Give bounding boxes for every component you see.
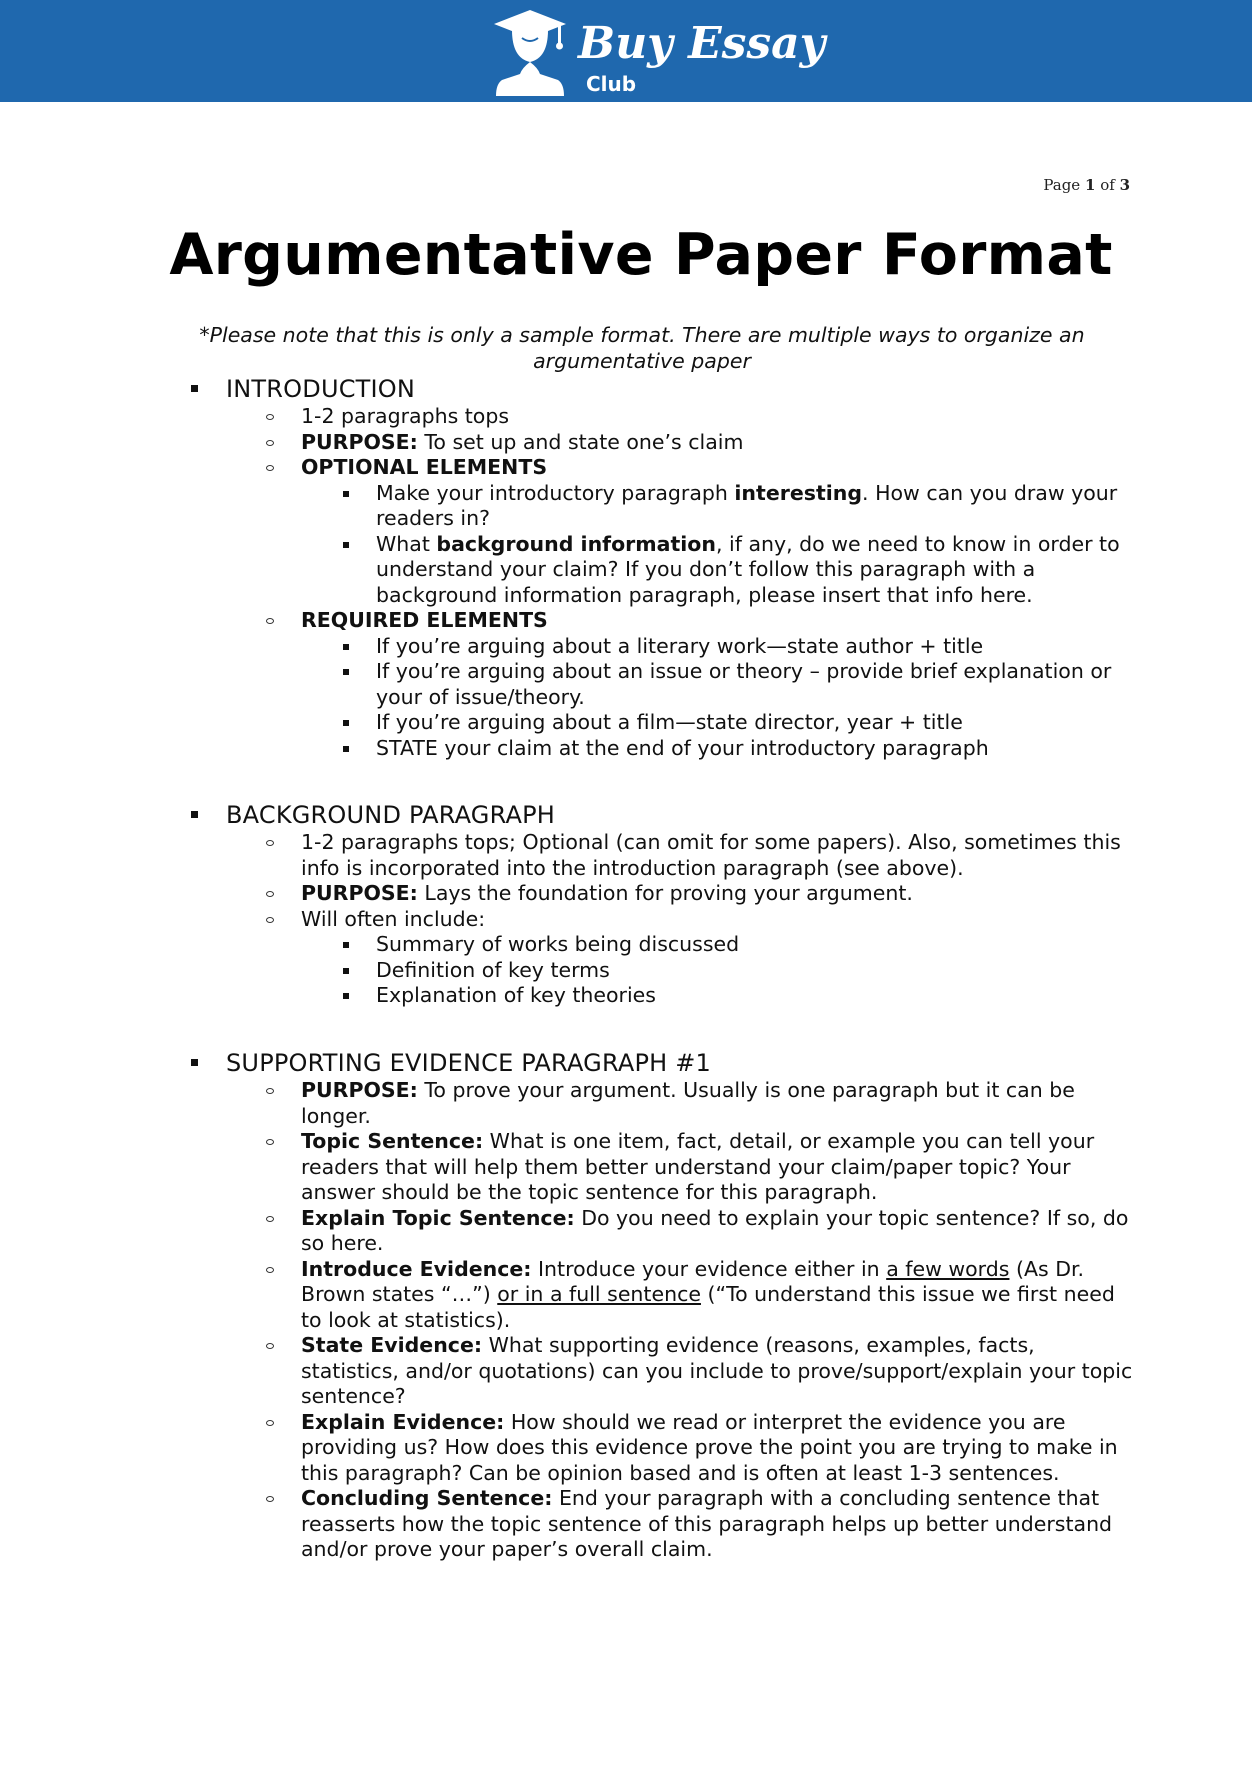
circle-bullet-icon — [266, 1216, 274, 1222]
sub-list-item: Summary of works being discussed — [376, 932, 1133, 958]
format-note: *Please note that this is only a sample format. There are multiple ways to organize an argumentative paper — [199, 323, 1085, 373]
graduate-icon — [492, 8, 568, 96]
sub-list-item: If you’re arguing about an issue or theory – provide brief explanation or your of issue/theory. — [376, 659, 1133, 710]
header-banner — [0, 0, 1252, 102]
square-bullet-icon — [343, 491, 349, 497]
circle-bullet-icon — [266, 891, 274, 897]
sub-list-item: Explanation of key theories — [376, 983, 1133, 1009]
square-bullet-icon — [343, 993, 349, 999]
circle-bullet-icon — [266, 414, 274, 420]
sub-list-item: What background information, if any, do we need to know in order to understand your claim? If you don’t follow this paragraph with a background information paragraph, please insert that info here. — [376, 532, 1133, 609]
brand-sub: Club — [586, 72, 637, 96]
section-items — [0, 404, 1252, 761]
circle-bullet-icon — [266, 1139, 274, 1145]
sub-list — [301, 481, 1133, 609]
list-item: 1-2 paragraphs tops — [0, 404, 1133, 430]
sub-list-item: If you’re arguing about a literary work—state author + title — [376, 634, 1133, 660]
square-bullet-icon — [343, 644, 349, 650]
circle-bullet-icon — [266, 1343, 274, 1349]
list-item: PURPOSE: To set up and state one’s claim — [0, 430, 1133, 456]
page-title: Argumentative Paper Format — [169, 222, 1113, 288]
square-bullet-icon — [343, 720, 349, 726]
section-bullet — [191, 811, 198, 818]
sub-list-item: Make your introductory paragraph interesting. How can you draw your readers in? — [376, 481, 1133, 532]
circle-bullet-icon — [266, 917, 274, 923]
sub-list — [301, 932, 1133, 1009]
list-item: State Evidence: What supporting evidence (reasons, examples, facts, statistics, and/or quotations) can you include to prove/support/explain your topic sentence? — [0, 1333, 1133, 1410]
list-item: Will often include: Summary of works being discussed Definition of key terms Explanation of key theories — [0, 907, 1133, 1009]
circle-bullet-icon — [266, 840, 274, 846]
square-bullet-icon — [343, 542, 349, 548]
square-bullet-icon — [343, 669, 349, 675]
list-item: Concluding Sentence: End your paragraph with a concluding sentence that reasserts how the topic sentence of this paragraph helps up better understand and/or prove your paper’s overall claim. — [0, 1486, 1133, 1563]
circle-bullet-icon — [266, 465, 274, 471]
list-item: Explain Topic Sentence: Do you need to explain your topic sentence? If so, do so here. — [0, 1206, 1133, 1257]
circle-bullet-icon — [266, 1496, 274, 1502]
brand-logo[interactable] — [492, 8, 826, 96]
list-item: Introduce Evidence: Introduce your evidence either in a few words (As Dr. Brown states “…”) or in a full sentence (“To understand this issue we first need to look at statistics). — [0, 1257, 1133, 1334]
list-item: 1-2 paragraphs tops; Optional (can omit for some papers). Also, sometimes this info is incorporated into the introduction paragraph (see above). — [0, 830, 1133, 881]
sub-list-item: Definition of key terms — [376, 958, 1133, 984]
sub-list-item: STATE your claim at the end of your introductory paragraph — [376, 736, 1133, 762]
circle-bullet-icon — [266, 618, 274, 624]
list-item: PURPOSE: To prove your argument. Usually is one paragraph but it can be longer. — [0, 1078, 1133, 1129]
section-items — [0, 830, 1252, 1009]
list-item: Explain Evidence: How should we read or interpret the evidence you are providing us? How does this evidence prove the point you are trying to make in this paragraph? Can be opinion based and is often at least 1-3 sentences. — [0, 1410, 1133, 1487]
section-heading: BACKGROUND PARAGRAPH — [226, 801, 556, 829]
list-item: OPTIONAL ELEMENTS Make your introductory paragraph interesting. How can you draw your readers in? What background information, if any, do we need to know in order to understand your claim? If you don’t follow this paragraph with a background information paragraph, please insert that info here. — [0, 455, 1133, 608]
list-item: REQUIRED ELEMENTS If you’re arguing about a literary work—state author + title If you’re arguing about an issue or theory – provide brief explanation or your of issue/theory. If you’re arguing about a film—state director, year + title STATE your claim at the end of your introductory paragraph — [0, 608, 1133, 761]
list-item: Topic Sentence: What is one item, fact, detail, or example you can tell your readers that will help them better understand your claim/paper topic? Your answer should be the topic sentence for this paragraph. — [0, 1129, 1133, 1206]
square-bullet-icon — [343, 746, 349, 752]
circle-bullet-icon — [266, 1088, 274, 1094]
page-number: Page 1 of 3 — [1043, 176, 1130, 194]
section-items — [0, 1078, 1252, 1563]
section-heading: SUPPORTING EVIDENCE PARAGRAPH #1 — [226, 1049, 711, 1077]
section-bullet — [191, 1059, 198, 1066]
square-bullet-icon — [343, 968, 349, 974]
circle-bullet-icon — [266, 1267, 274, 1273]
square-bullet-icon — [343, 942, 349, 948]
sub-list-item: If you’re arguing about a film—state director, year + title — [376, 710, 1133, 736]
circle-bullet-icon — [266, 1420, 274, 1426]
list-item: PURPOSE: Lays the foundation for proving your argument. — [0, 881, 1133, 907]
sub-list — [301, 634, 1133, 762]
brand-name: Buy Essay — [578, 18, 826, 69]
section-heading: INTRODUCTION — [226, 375, 416, 403]
section-bullet — [191, 385, 198, 392]
circle-bullet-icon — [266, 440, 274, 446]
